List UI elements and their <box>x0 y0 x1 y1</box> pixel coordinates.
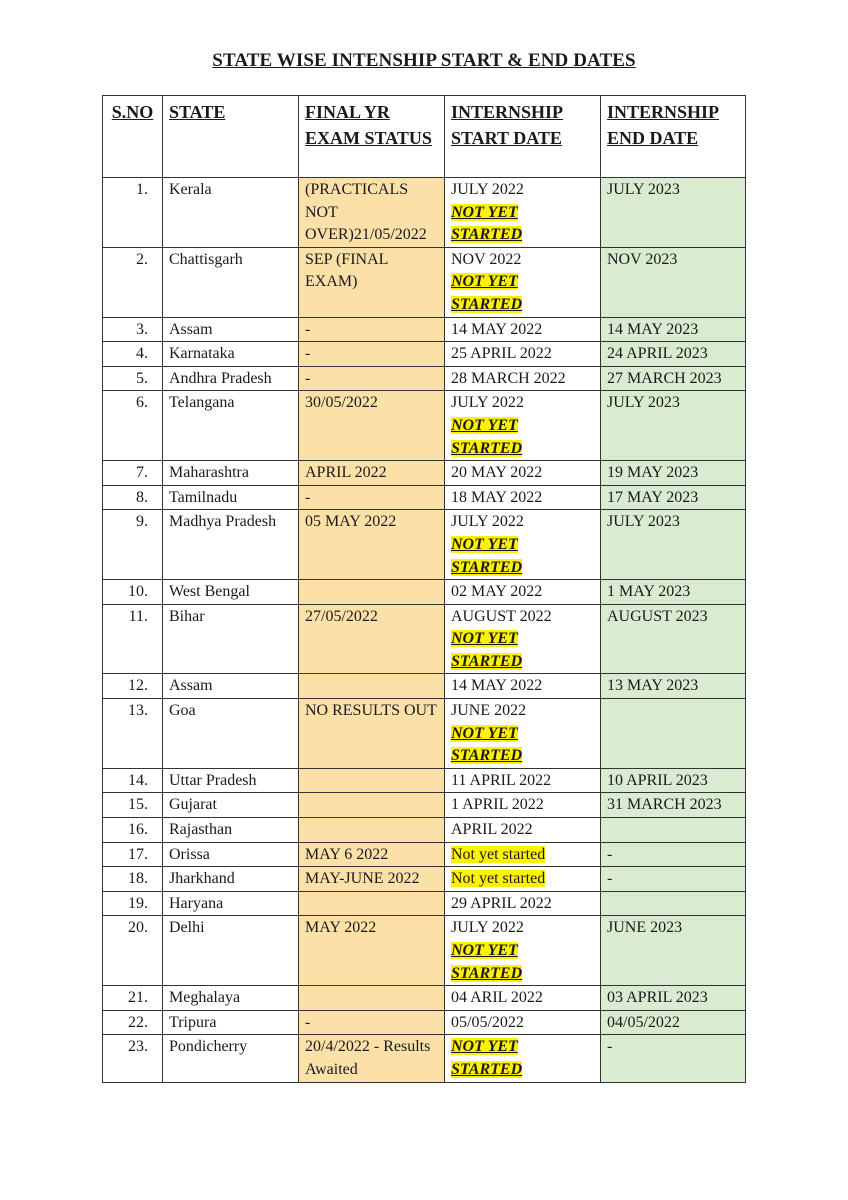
cell-state: Tamilnadu <box>163 485 299 510</box>
cell-state: Rajasthan <box>163 818 299 843</box>
table-row <box>103 867 746 892</box>
cell-end-date <box>601 699 746 769</box>
not-yet-started-badge: NOT YET STARTED <box>451 535 523 576</box>
not-yet-started-badge: NOT YET STARTED <box>451 1038 523 1078</box>
cell-start-date <box>445 604 601 674</box>
table-row <box>103 793 746 818</box>
cell-state: Tripura <box>163 1010 299 1035</box>
table-row <box>103 342 746 367</box>
cell-sno: 21. <box>103 986 163 1011</box>
cell-start-date <box>445 247 601 317</box>
cell-exam-status <box>299 818 445 843</box>
cell-end-date: NOV 2023 <box>601 247 746 317</box>
table-row <box>103 768 746 793</box>
cell-exam-status: MAY 6 2022 <box>299 842 445 867</box>
start-date-text: 14 MAY 2022 <box>451 320 543 338</box>
cell-state: West Bengal <box>163 580 299 605</box>
start-date-text: 05/05/2022 <box>451 1013 524 1031</box>
cell-sno: 13. <box>103 699 163 769</box>
cell-state: Chattisgarh <box>163 247 299 317</box>
cell-start-date <box>445 342 601 367</box>
cell-state: Jharkhand <box>163 867 299 892</box>
cell-end-date: 13 MAY 2023 <box>601 674 746 699</box>
cell-exam-status: 20/4/2022 - Results Awaited <box>299 1035 445 1082</box>
cell-exam-status: MAY-JUNE 2022 <box>299 867 445 892</box>
cell-state: Assam <box>163 317 299 342</box>
cell-end-date: 24 APRIL 2023 <box>601 342 746 367</box>
cell-sno: 20. <box>103 916 163 986</box>
cell-end-date: 19 MAY 2023 <box>601 461 746 486</box>
start-date-text: JULY 2022 <box>451 919 524 937</box>
table-row <box>103 916 746 986</box>
table-row <box>103 818 746 843</box>
cell-end-date: 04/05/2022 <box>601 1010 746 1035</box>
cell-sno: 10. <box>103 580 163 605</box>
start-date-text: JULY 2022 <box>451 513 524 531</box>
cell-start-date <box>445 510 601 580</box>
cell-sno: 1. <box>103 178 163 248</box>
cell-state: Meghalaya <box>163 986 299 1011</box>
start-date-text: 20 MAY 2022 <box>451 464 543 482</box>
cell-end-date <box>601 891 746 916</box>
cell-end-date: 14 MAY 2023 <box>601 317 746 342</box>
cell-exam-status: MAY 2022 <box>299 916 445 986</box>
cell-end-date: 1 MAY 2023 <box>601 580 746 605</box>
table-row <box>103 247 746 317</box>
status-note <box>451 271 531 316</box>
cell-sno: 5. <box>103 366 163 391</box>
cell-end-date: JULY 2023 <box>601 178 746 248</box>
cell-end-date: 10 APRIL 2023 <box>601 768 746 793</box>
cell-state: Madhya Pradesh <box>163 510 299 580</box>
internship-dates-table <box>102 95 746 1083</box>
cell-sno: 3. <box>103 317 163 342</box>
cell-sno: 8. <box>103 485 163 510</box>
header-row <box>103 96 746 178</box>
cell-sno: 4. <box>103 342 163 367</box>
cell-start-date <box>445 986 601 1011</box>
cell-sno: 15. <box>103 793 163 818</box>
cell-start-date <box>445 1010 601 1035</box>
table-row <box>103 604 746 674</box>
cell-start-date <box>445 818 601 843</box>
table-row <box>103 178 746 248</box>
cell-state: Bihar <box>163 604 299 674</box>
start-date-text: 29 APRIL 2022 <box>451 894 552 912</box>
cell-start-date <box>445 366 601 391</box>
not-yet-started-badge: NOT YET STARTED <box>451 942 523 982</box>
cell-end-date <box>601 818 746 843</box>
table-row <box>103 391 746 461</box>
cell-start-date <box>445 768 601 793</box>
cell-start-date <box>445 485 601 510</box>
cell-exam-status <box>299 580 445 605</box>
header-start-date: INTERNSHIP START DATE <box>445 96 601 178</box>
cell-state: Kerala <box>163 178 299 248</box>
cell-sno: 9. <box>103 510 163 580</box>
table-row <box>103 366 746 391</box>
cell-start-date <box>445 842 601 867</box>
start-date-text: 11 APRIL 2022 <box>451 771 552 789</box>
cell-state: Uttar Pradesh <box>163 768 299 793</box>
table-row <box>103 1010 746 1035</box>
not-yet-started-badge: NOT YET STARTED <box>451 416 523 457</box>
status-note <box>451 940 531 985</box>
cell-exam-status <box>299 986 445 1011</box>
table-row <box>103 674 746 699</box>
table-row <box>103 461 746 486</box>
start-date-text: 04 ARIL 2022 <box>451 989 543 1007</box>
not-yet-started-badge: NOT YET STARTED <box>451 630 523 670</box>
cell-state: Orissa <box>163 842 299 867</box>
cell-sno: 23. <box>103 1035 163 1082</box>
status-note <box>451 1036 531 1081</box>
status-note <box>451 202 531 247</box>
header-end-date: INTERNSHIP END DATE <box>601 96 746 178</box>
table-row <box>103 317 746 342</box>
cell-state: Haryana <box>163 891 299 916</box>
cell-start-date <box>445 317 601 342</box>
start-date-text: JUNE 2022 <box>451 702 527 720</box>
cell-sno: 22. <box>103 1010 163 1035</box>
cell-state: Telangana <box>163 391 299 461</box>
cell-sno: 16. <box>103 818 163 843</box>
status-note <box>451 628 531 673</box>
cell-start-date <box>445 461 601 486</box>
status-note <box>451 723 531 768</box>
table-row <box>103 986 746 1011</box>
cell-exam-status: SEP (FINAL EXAM) <box>299 247 445 317</box>
cell-exam-status: 27/05/2022 <box>299 604 445 674</box>
cell-end-date: 03 APRIL 2023 <box>601 986 746 1011</box>
cell-end-date: JUNE 2023 <box>601 916 746 986</box>
cell-state: Assam <box>163 674 299 699</box>
cell-exam-status: - <box>299 366 445 391</box>
cell-exam-status <box>299 793 445 818</box>
cell-end-date: - <box>601 1035 746 1082</box>
cell-exam-status: 05 MAY 2022 <box>299 510 445 580</box>
table-row <box>103 1035 746 1082</box>
cell-end-date: - <box>601 867 746 892</box>
cell-sno: 11. <box>103 604 163 674</box>
table-row <box>103 842 746 867</box>
table-row <box>103 891 746 916</box>
status-note <box>451 534 531 579</box>
table-row <box>103 510 746 580</box>
cell-start-date <box>445 891 601 916</box>
cell-sno: 19. <box>103 891 163 916</box>
cell-exam-status <box>299 768 445 793</box>
cell-state: Gujarat <box>163 793 299 818</box>
start-date-text: NOV 2022 <box>451 250 522 268</box>
status-note <box>451 868 594 891</box>
cell-state: Karnataka <box>163 342 299 367</box>
start-date-text: 02 MAY 2022 <box>451 583 543 601</box>
not-yet-started-badge: NOT YET STARTED <box>451 203 523 244</box>
start-date-text: 18 MAY 2022 <box>451 488 543 506</box>
not-yet-started-badge: NOT YET STARTED <box>451 724 523 765</box>
header-exam-status: FINAL YR EXAM STATUS <box>299 96 445 178</box>
start-date-text: JULY 2022 <box>451 394 524 412</box>
cell-end-date: AUGUST 2023 <box>601 604 746 674</box>
cell-exam-status <box>299 891 445 916</box>
cell-sno: 6. <box>103 391 163 461</box>
cell-end-date: JULY 2023 <box>601 510 746 580</box>
cell-sno: 2. <box>103 247 163 317</box>
cell-end-date: 27 MARCH 2023 <box>601 366 746 391</box>
start-date-text: JULY 2022 <box>451 181 524 198</box>
cell-start-date <box>445 867 601 892</box>
cell-end-date: 31 MARCH 2023 <box>601 793 746 818</box>
header-state: STATE <box>163 96 299 178</box>
cell-sno: 17. <box>103 842 163 867</box>
cell-start-date <box>445 391 601 461</box>
start-date-text: AUGUST 2022 <box>451 607 552 625</box>
cell-exam-status: - <box>299 485 445 510</box>
cell-state: Andhra Pradesh <box>163 366 299 391</box>
page-title: STATE WISE INTENSHIP START & END DATES <box>212 50 636 71</box>
not-yet-started-badge: Not yet started <box>451 845 546 863</box>
cell-end-date: - <box>601 842 746 867</box>
start-date-text: 14 MAY 2022 <box>451 677 543 695</box>
cell-start-date <box>445 178 601 248</box>
cell-state: Goa <box>163 699 299 769</box>
table-row <box>103 580 746 605</box>
table-row <box>103 699 746 769</box>
cell-exam-status: 30/05/2022 <box>299 391 445 461</box>
cell-exam-status <box>299 674 445 699</box>
cell-sno: 14. <box>103 768 163 793</box>
cell-exam-status: NO RESULTS OUT <box>299 699 445 769</box>
table-body <box>103 178 746 1083</box>
cell-sno: 18. <box>103 867 163 892</box>
table-row <box>103 485 746 510</box>
start-date-text: 1 APRIL 2022 <box>451 796 544 814</box>
status-note <box>451 844 594 867</box>
cell-start-date <box>445 916 601 986</box>
start-date-text: APRIL 2022 <box>451 821 533 839</box>
cell-state: Maharashtra <box>163 461 299 486</box>
not-yet-started-badge: NOT YET STARTED <box>451 273 523 313</box>
start-date-text: 25 APRIL 2022 <box>451 345 552 363</box>
cell-start-date <box>445 674 601 699</box>
cell-exam-status: - <box>299 317 445 342</box>
cell-state: Pondicherry <box>163 1035 299 1082</box>
cell-sno: 12. <box>103 674 163 699</box>
cell-sno: 7. <box>103 461 163 486</box>
cell-end-date: JULY 2023 <box>601 391 746 461</box>
cell-state: Delhi <box>163 916 299 986</box>
cell-end-date: 17 MAY 2023 <box>601 485 746 510</box>
header-sno: S.NO <box>103 96 163 178</box>
cell-start-date <box>445 1035 601 1082</box>
cell-exam-status: - <box>299 1010 445 1035</box>
cell-start-date <box>445 580 601 605</box>
cell-exam-status: APRIL 2022 <box>299 461 445 486</box>
cell-exam-status: - <box>299 342 445 367</box>
cell-start-date <box>445 793 601 818</box>
not-yet-started-badge: Not yet started <box>451 870 546 888</box>
status-note <box>451 415 531 460</box>
cell-start-date <box>445 699 601 769</box>
cell-exam-status: (PRACTICALS NOT OVER)21/05/2022 <box>299 178 445 248</box>
start-date-text: 28 MARCH 2022 <box>451 369 566 387</box>
